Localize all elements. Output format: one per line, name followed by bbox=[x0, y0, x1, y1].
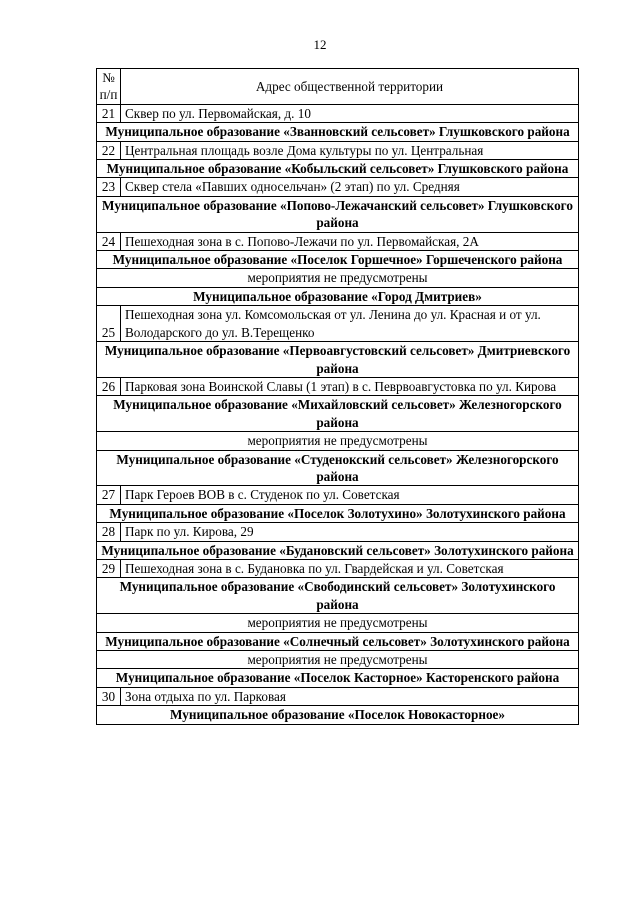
row-address: Пешеходная зона в с. Попово-Лежачи по ул. Первомайская, 2А bbox=[121, 232, 579, 250]
table-body bbox=[97, 69, 579, 725]
municipality-row bbox=[97, 541, 579, 559]
row-number: 21 bbox=[97, 104, 121, 122]
row-address: Сквер стела «Павших односельчан» (2 этап) по ул. Средняя bbox=[121, 178, 579, 196]
table-row bbox=[97, 306, 579, 342]
municipality-row bbox=[97, 578, 579, 614]
row-address: Пешеходная зона ул. Комсомольская от ул. Ленина до ул. Красная и от ул. Володарского до ул. В.Терещенко bbox=[121, 306, 579, 342]
table-row bbox=[97, 559, 579, 577]
table-row bbox=[97, 141, 579, 159]
table-row bbox=[97, 104, 579, 122]
municipality-row bbox=[97, 396, 579, 432]
row-address: Пешеходная зона в с. Будановка по ул. Гвардейская и ул. Советская bbox=[121, 559, 579, 577]
row-address: Парк по ул. Кирова, 29 bbox=[121, 523, 579, 541]
table-row bbox=[97, 523, 579, 541]
row-number: 30 bbox=[97, 687, 121, 705]
no-measures-note: мероприятия не предусмотрены bbox=[97, 432, 579, 450]
municipality-heading: Муниципальное образование «Михайловский сельсовет» Железногорского района bbox=[97, 396, 579, 432]
no-measures-note: мероприятия не предусмотрены bbox=[97, 269, 579, 287]
row-address: Парк Героев ВОВ в с. Студенок по ул. Советская bbox=[121, 486, 579, 504]
row-number: 22 bbox=[97, 141, 121, 159]
no-measures-note: мероприятия не предусмотрены bbox=[97, 651, 579, 669]
municipality-heading: Муниципальное образование «Солнечный сельсовет» Золотухинского района bbox=[97, 632, 579, 650]
row-address: Центральная площадь возле Дома культуры по ул. Центральная bbox=[121, 141, 579, 159]
municipality-heading: Муниципальное образование «Будановский сельсовет» Золотухинского района bbox=[97, 541, 579, 559]
municipality-row bbox=[97, 287, 579, 305]
row-number: 25 bbox=[97, 306, 121, 342]
row-number: 26 bbox=[97, 377, 121, 395]
municipality-row bbox=[97, 706, 579, 724]
municipality-heading: Муниципальное образование «Попово-Лежачанский сельсовет» Глушковского района bbox=[97, 196, 579, 232]
row-number: 29 bbox=[97, 559, 121, 577]
row-number: 23 bbox=[97, 178, 121, 196]
table-row bbox=[97, 232, 579, 250]
table-header-row bbox=[97, 69, 579, 105]
row-number: 28 bbox=[97, 523, 121, 541]
territory-table bbox=[96, 68, 579, 725]
municipality-row bbox=[97, 160, 579, 178]
table-row bbox=[97, 178, 579, 196]
table-row bbox=[97, 486, 579, 504]
municipality-heading: Муниципальное образование «Званновский сельсовет» Глушковского района bbox=[97, 123, 579, 141]
municipality-row bbox=[97, 251, 579, 269]
row-address: Парковая зона Воинской Славы (1 этап) в с. Певрвоавгустовка по ул. Кирова bbox=[121, 377, 579, 395]
row-address: Зона отдыха по ул. Парковая bbox=[121, 687, 579, 705]
municipality-heading: Муниципальное образование «Город Дмитриев» bbox=[97, 287, 579, 305]
note-row bbox=[97, 432, 579, 450]
row-address: Сквер по ул. Первомайская, д. 10 bbox=[121, 104, 579, 122]
municipality-row bbox=[97, 632, 579, 650]
municipality-row bbox=[97, 669, 579, 687]
row-number: 24 bbox=[97, 232, 121, 250]
table-row bbox=[97, 687, 579, 705]
header-num-abbr: п/п bbox=[99, 87, 118, 103]
page-number: 12 bbox=[313, 37, 327, 52]
municipality-row bbox=[97, 504, 579, 522]
municipality-heading: Муниципальное образование «Поселок Золотухино» Золотухинского района bbox=[97, 504, 579, 522]
municipality-heading: Муниципальное образование «Кобыльский сельсовет» Глушковского района bbox=[97, 160, 579, 178]
header-num-symbol: № bbox=[102, 70, 115, 85]
note-row bbox=[97, 269, 579, 287]
municipality-row bbox=[97, 123, 579, 141]
municipality-row bbox=[97, 450, 579, 486]
header-address-cell: Адрес общественной территории bbox=[121, 69, 579, 105]
header-num-cell bbox=[97, 69, 121, 105]
municipality-heading: Муниципальное образование «Свободинский сельсовет» Золотухинского района bbox=[97, 578, 579, 614]
note-row bbox=[97, 614, 579, 632]
municipality-row bbox=[97, 196, 579, 232]
municipality-heading: Муниципальное образование «Поселок Новокасторное» bbox=[97, 706, 579, 724]
municipality-heading: Муниципальное образование «Поселок Касторное» Касторенского района bbox=[97, 669, 579, 687]
no-measures-note: мероприятия не предусмотрены bbox=[97, 614, 579, 632]
municipality-heading: Муниципальное образование «Первоавгустовский сельсовет» Дмитриевского района bbox=[97, 342, 579, 378]
municipality-heading: Муниципальное образование «Студенокский сельсовет» Железногорского района bbox=[97, 450, 579, 486]
row-number: 27 bbox=[97, 486, 121, 504]
municipality-heading: Муниципальное образование «Поселок Горшечное» Горшеченского района bbox=[97, 251, 579, 269]
table-row bbox=[97, 377, 579, 395]
municipality-row bbox=[97, 342, 579, 378]
note-row bbox=[97, 651, 579, 669]
